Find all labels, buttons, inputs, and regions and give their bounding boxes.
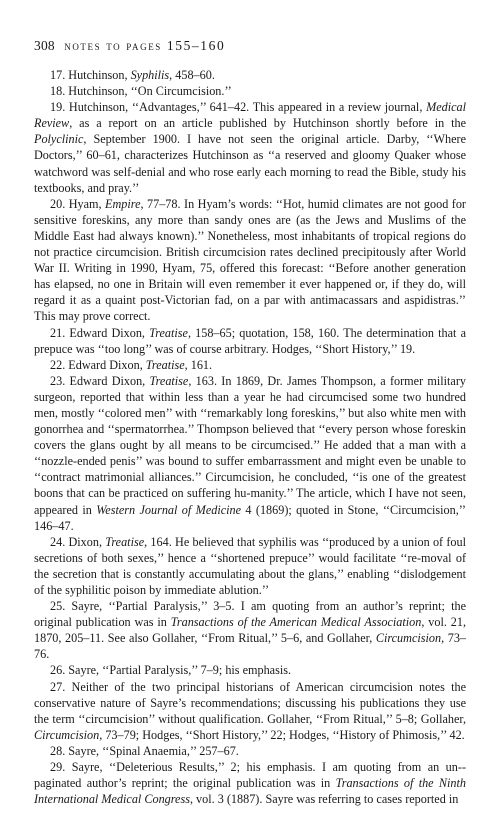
endnote: 19. Hutchinson, ‘‘Advantages,’’ 641–42. This appeared in a review journal, Medical Review, as a report on an article published by Hutchinson shortly before in the Polyclinic, September 1900. I have not seen the original article. Darby, ‘‘Where Doctors,’’ 60–61, characterizes Hutchinson as ‘‘a reserved and gloomy Quaker whose watchword was self-denial and who rose early each morning to read the Bible, study his textbooks, and pray.’’: [34, 100, 466, 195]
page-header: [34, 38, 225, 54]
endnote: 18. Hutchinson, ‘‘On Circumcision.’’: [50, 84, 232, 99]
endnote: 29. Sayre, ‘‘Deleterious Results,’’ 2; his emphasis. I am quoting from an un-paginated author’s reprint; the original publication was in Transactions of the Ninth International Medical Congress, vol. 3 (1887). Sayre was referring to cases reported in: [34, 760, 466, 807]
endnote: 23. Edward Dixon, Treatise, 163. In 1869, Dr. James Thompson, a former military surgeon, reported that within less than a year he had circumcised some two hundred men, mostly ‘‘colored men’’ with ‘‘remarkably long foreskins,’’ but also white men with gonorrhea and ‘‘spermatorrhea.’’ Thompson believed that ‘‘every person whose foreskin covers the glans ought by all means to be circumcised.’’ He added that a man with a ‘‘nozzle-ended penis’’ was bound to suffer embarrassment and might even be unable to ‘‘contract matrimonial alliances.’’ Circumcision, he concluded, ‘‘is one of the greatest boons that can be practiced on suffering hu-manity.’’ The article, which I have not seen, appeared in Western Journal of Medicine 4 (1869); quoted in Stone, ‘‘Circumcision,’’ 146–47.: [34, 373, 466, 533]
endnote: 21. Edward Dixon, Treatise, 158–65; quotation, 158, 160. The determination that a prepuce was ‘‘too long’’ was of course arbitrary. Hodges, ‘‘Short History,’’ 19.: [34, 325, 466, 356]
endnote: 25. Sayre, ‘‘Partial Paralysis,’’ 3–5. I am quoting from an author’s reprint; the original publication was in Transactions of the American Medical Association, vol. 21, 1870, 205–11. See also Gollaher, ‘‘From Ritual,’’ 5–6, and Gollaher, Circumcision, 73–76.: [34, 599, 466, 662]
endnote: 24. Dixon, Treatise, 164. He believed that syphilis was ‘‘produced by a union of foul secretions of both sexes,’’ hence a ‘‘shortened prepuce’’ would facilitate ‘‘re-moval of the secretion that is constantly accumulating about the glans,’’ enabling ‘‘dislodgement of the syphilitic poison by immediate ablution.’’: [34, 534, 466, 597]
endnote: 17. Hutchinson, Syphilis, 458–60.: [50, 68, 215, 82]
endnote: 27. Neither of the two principal historians of American circumcision notes the conservative nature of Sayre’s recommendations; discussing his publications they use the term ‘‘circumcision’’ without qualification. Gollaher, ‘‘From Ritual,’’ 5–8; Gollaher, Circumcision, 73–79; Hodges, ‘‘Short History,’’ 22; Hodges, ‘‘History of Phimosis,’’ 42.: [34, 679, 466, 742]
endnotes-list: [34, 67, 466, 807]
page-number: 308: [34, 38, 55, 53]
endnote: 26. Sayre, ‘‘Partial Paralysis,’’ 7–9; his emphasis.: [50, 663, 291, 678]
running-title: notes to pages 155–160: [64, 38, 226, 53]
endnote: 20. Hyam, Empire, 77–78. In Hyam’s words: ‘‘Hot, humid climates are not good for sensitive foreskins, any more than sandy ones are (as the Jews and Muslims of the Middle East had always known).’’ Nonetheless, most inhabitants of tropical regions do not practice circumcision. British circumcision rates declined precipitously after World War II. Writing in 1990, Hyam, 75, offered this forecast: ‘‘Before another generation has elapsed, no one in Britain will even remember it ever happened or, if they do, will regard it as a quaint post-Victorian fad, on a par with antimacassars and aspidistras.’’ This may prove correct.: [34, 196, 466, 324]
endnote: 28. Sayre, ‘‘Spinal Anaemia,’’ 257–67.: [50, 743, 239, 758]
endnote: 22. Edward Dixon, Treatise, 161.: [50, 357, 213, 372]
